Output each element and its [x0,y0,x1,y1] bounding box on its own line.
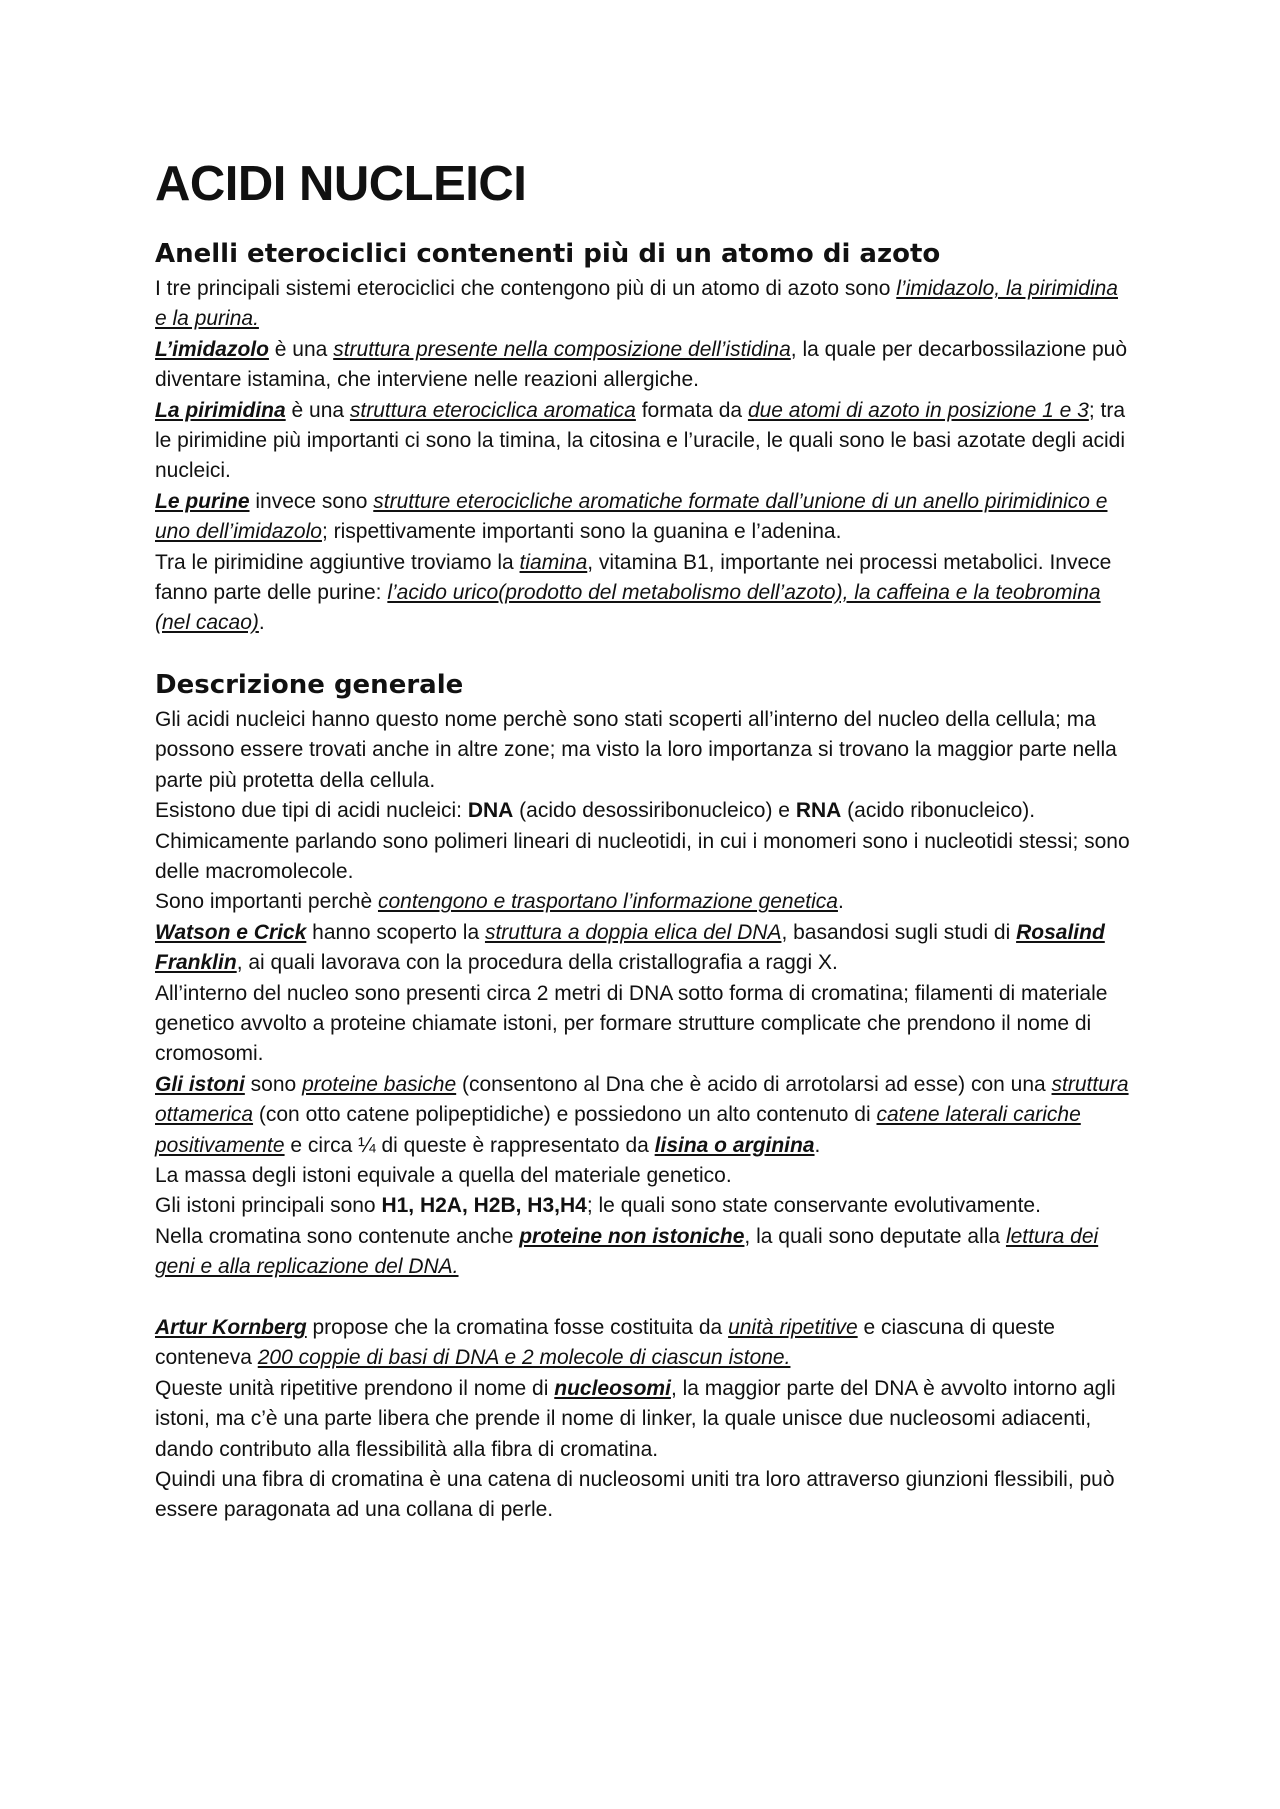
text-run: e circa ¼ di queste è rappresentato da [284,1133,655,1157]
section-heading: Anelli eterociclici contenenti più di un atomo di azoto [155,239,941,269]
paragraph [155,887,1135,917]
paragraph [155,1191,1135,1221]
emphasized-text: struttura a doppia elica del DNA [484,920,782,944]
emphasized-text: nucleosomi [554,1376,671,1400]
text-run: , vitamina B1, importante nei processi metabolici. Invece fanno parte delle purine: [155,550,1112,605]
emphasized-text: lettura dei geni e alla replicazione del DNA. [155,1224,1099,1279]
section-heading: Descrizione generale [155,669,464,700]
paragraph [155,1313,1135,1374]
text-run: (consentono al Dna che è acido di arrotolarsi ad esse) con una [456,1072,1052,1096]
text-run: . [837,890,844,914]
paragraph [155,1465,1135,1526]
emphasized-text: struttura presente nella composizione dell’istidina [333,337,791,361]
paragraph [155,487,1135,548]
text-run: , basandosi sugli studi di [781,920,1017,944]
emphasized-text: proteine non istoniche [519,1224,745,1248]
text-run: Sono importanti perchè [155,890,378,914]
text-run: . [258,611,265,635]
paragraph [155,1374,1135,1465]
emphasized-text: proteine basiche [302,1072,457,1096]
text-run: è una [268,337,334,361]
text-run: (con otto catene polipeptidiche) e possiedono un alto contenuto di [253,1103,877,1127]
text-run: ; le quali sono state conservante evolutivamente. [586,1194,1041,1218]
document-body [155,236,1135,1526]
emphasized-text: Rosalind Franklin [155,920,1105,975]
emphasized-text: DNA [467,799,514,823]
emphasized-text: struttura eterociclica aromatica [349,398,636,422]
paragraph [155,918,1135,979]
emphasized-text: strutture eterocicliche aromatiche formate dall’unione di un anello pirimidinico e uno dell’imidazolo [155,489,1108,544]
document-title: ACIDI NUCLEICI [155,157,527,211]
text-run: hanno scoperto la [306,920,485,944]
text-run: (acido desossiribonucleico) e [513,799,796,823]
text-run: Chimicamente parlando sono polimeri lineari di nucleotidi, in cui i monomeri sono i nucleotidi stessi; sono delle macromolecole. [155,829,1130,883]
paragraph [155,1070,1135,1161]
blank-line [155,1283,1135,1313]
paragraph [155,979,1135,1070]
paragraph [155,796,1135,826]
text-run: Esistono due tipi di acidi nucleici: [155,799,468,823]
emphasized-text: l’imidazolo, la pirimidina e la purina. [155,277,1118,331]
emphasized-text: catene laterali cariche positivamente [155,1103,1081,1157]
text-run: , ai quali lavorava con la procedura della cristallografia a raggi X. [236,951,838,975]
paragraph [155,274,1135,335]
text-run: invece sono [249,489,374,513]
text-run: , la quale per decarbossilazione può diventare istamina, che interviene nelle reazioni allergiche. [155,337,1128,392]
emphasized-text: L’imidazolo [155,337,269,361]
paragraph [155,827,1135,888]
paragraph [155,396,1135,487]
emphasized-text: contengono e trasportano l’informazione genetica [377,890,838,914]
emphasized-text: H1, H2A, H2B, H3,H4 [381,1194,587,1218]
emphasized-text: lisina o arginina [654,1133,815,1157]
text-run: ; rispettivamente importanti sono la guanina e l’adenina. [321,520,842,544]
emphasized-text: struttura ottamerica [155,1072,1129,1127]
text-run: propose che la cromatina fosse costituita da [306,1315,729,1339]
emphasized-text: unità ripetitive [728,1315,858,1339]
paragraph [155,1161,1135,1191]
text-run: All’interno del nucleo sono presenti circa 2 metri di DNA sotto forma di cromatina; filamenti di materiale genetico avvolto a proteine chiamate istoni, per formare strutture complicate che prendono il nome di cromosomi. [155,981,1108,1066]
emphasized-text: due atomi di azoto in posizione 1 e 3 [747,398,1089,422]
text-run: sono [244,1072,303,1096]
text-run: Quindi una fibra di cromatina è una catena di nucleosomi uniti tra loro attraverso giunzioni flessibili, può essere paragonata ad una collana di perle. [155,1468,1115,1522]
text-run: , la maggior parte del DNA è avvolto intorno agli istoni, ma c’è una parte libera che prende il nome di linker, la quale unisce due nucleosomi adiacenti, dando contributo alla flessibilità alla fibra di cromatina. [155,1376,1116,1461]
emphasized-text: l’acido urico(prodotto del metabolismo dell’azoto), la caffeina e la teobromina (nel cacao) [155,581,1101,635]
text-run: formata da [635,398,748,422]
text-run: , la quali sono deputate alla [744,1224,1006,1248]
text-run: ; tra le pirimidine più importanti ci sono la timina, la citosina e l’uracile, le quali sono le basi azotate degli acidi nucleici. [155,398,1126,483]
document-page [155,148,1135,1526]
paragraph [155,705,1135,796]
emphasized-text: Watson e Crick [155,920,307,944]
text-run: Gli acidi nucleici hanno questo nome perchè sono stati scoperti all’interno del nucleo della cellula; ma possono essere trovati anche in altre zone; ma visto la loro importanza si trovano la maggior parte nella parte più protetta della cellula. [155,707,1117,792]
emphasized-text: La pirimidina [155,398,286,422]
emphasized-text: Le purine [155,489,250,513]
text-run: (acido ribonucleico). [841,799,1036,823]
paragraph [155,548,1135,639]
text-run: . [814,1133,821,1157]
text-run: Nella cromatina sono contenute anche [155,1224,520,1248]
text-run: è una [285,398,350,422]
emphasized-text: tiamina [519,550,588,574]
text-run: Queste unità ripetitive prendono il nome di [155,1376,555,1400]
emphasized-text: Artur Kornberg [155,1315,307,1339]
paragraph [155,1222,1135,1283]
emphasized-text: 200 coppie di basi di DNA e 2 molecole di ciascun istone. [257,1346,791,1370]
emphasized-text: RNA [795,799,842,823]
text-run: La massa degli istoni equivale a quella del materiale genetico. [155,1163,732,1187]
text-run: I tre principali sistemi eterociclici che contengono più di un atomo di azoto sono [155,277,897,300]
text-run: e ciascuna di queste conteneva [155,1315,1055,1370]
emphasized-text: Gli istoni [155,1072,245,1096]
paragraph [155,335,1135,396]
text-run: Tra le pirimidine aggiuntive troviamo la [155,550,520,574]
text-run: Gli istoni principali sono [155,1194,382,1218]
